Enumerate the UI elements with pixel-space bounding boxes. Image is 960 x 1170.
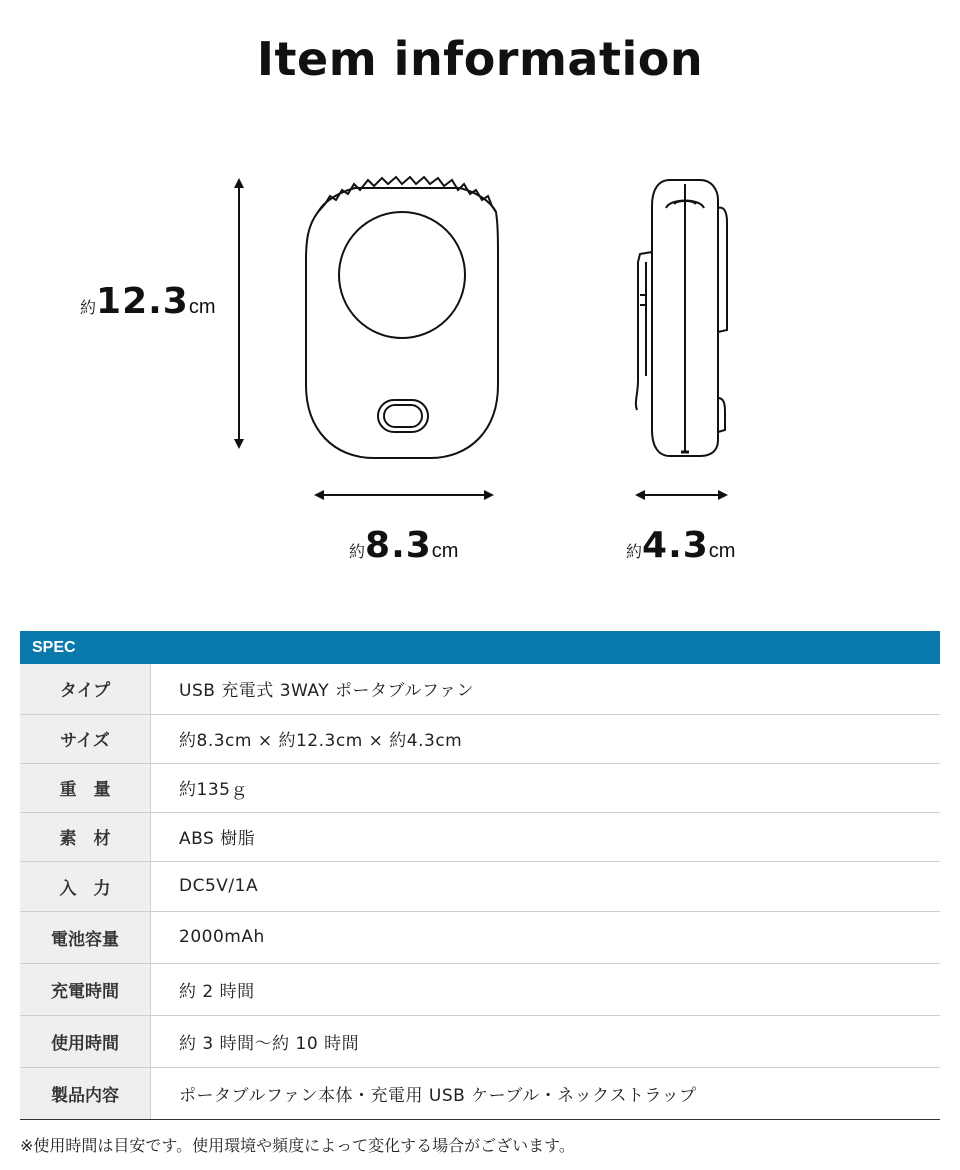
table-row (20, 911, 940, 963)
page-title: Item information (256, 32, 704, 86)
depth-unit: cm (708, 540, 736, 562)
spec-label: 重 量 (20, 763, 151, 812)
spec-label: 入 力 (20, 861, 151, 911)
fan-front-view (306, 177, 498, 458)
spec-value: 約8.3cm × 約12.3cm × 約4.3cm (151, 714, 941, 763)
spec-value: 約 3 時間～約 10 時間 (151, 1015, 941, 1067)
table-row (20, 714, 940, 763)
spec-table-section (20, 631, 940, 1120)
spec-value: 2000mAh (151, 911, 941, 963)
height-prefix: 約 (80, 300, 97, 317)
table-row (20, 812, 940, 861)
fan-grille-circle (339, 212, 465, 338)
spec-label: 電池容量 (20, 911, 151, 963)
depth-value: 4.3 (642, 525, 709, 566)
spec-label: 使用時間 (20, 1015, 151, 1067)
spec-value: 約135ｇ (151, 763, 941, 812)
table-row (20, 861, 940, 911)
spec-label: サイズ (20, 714, 151, 763)
width-unit: cm (431, 540, 459, 562)
spec-header: SPEC (20, 631, 940, 664)
spec-label: 素 材 (20, 812, 151, 861)
spec-value: DC5V/1A (151, 861, 941, 911)
width-value: 8.3 (365, 525, 432, 566)
height-value: 12.3 (96, 281, 189, 322)
spec-label: 充電時間 (20, 963, 151, 1015)
height-dimension-label (80, 281, 216, 322)
fan-side-view (636, 180, 727, 456)
usage-time-note: ※使用時間は目安です。使用環境や頻度によって変化する場合がございます。 (20, 1136, 575, 1155)
spec-value: 約 2 時間 (151, 963, 941, 1015)
spec-value: USB 充電式 3WAY ポータブルファン (151, 664, 941, 714)
depth-prefix: 約 (626, 544, 643, 561)
spec-value: ABS 樹脂 (151, 812, 941, 861)
width-dimension-label (349, 525, 458, 566)
depth-dimension-label (626, 525, 735, 566)
spec-label: タイプ (20, 664, 151, 714)
spec-value: ポータブルファン本体・充電用 USB ケーブル・ネックストラップ (151, 1067, 941, 1119)
spec-table (20, 664, 940, 1120)
width-prefix: 約 (349, 544, 366, 561)
table-row (20, 664, 940, 714)
spec-label: 製品内容 (20, 1067, 151, 1119)
table-row (20, 1067, 940, 1119)
height-unit: cm (188, 296, 216, 318)
table-row (20, 963, 940, 1015)
table-row (20, 1015, 940, 1067)
table-row (20, 763, 940, 812)
